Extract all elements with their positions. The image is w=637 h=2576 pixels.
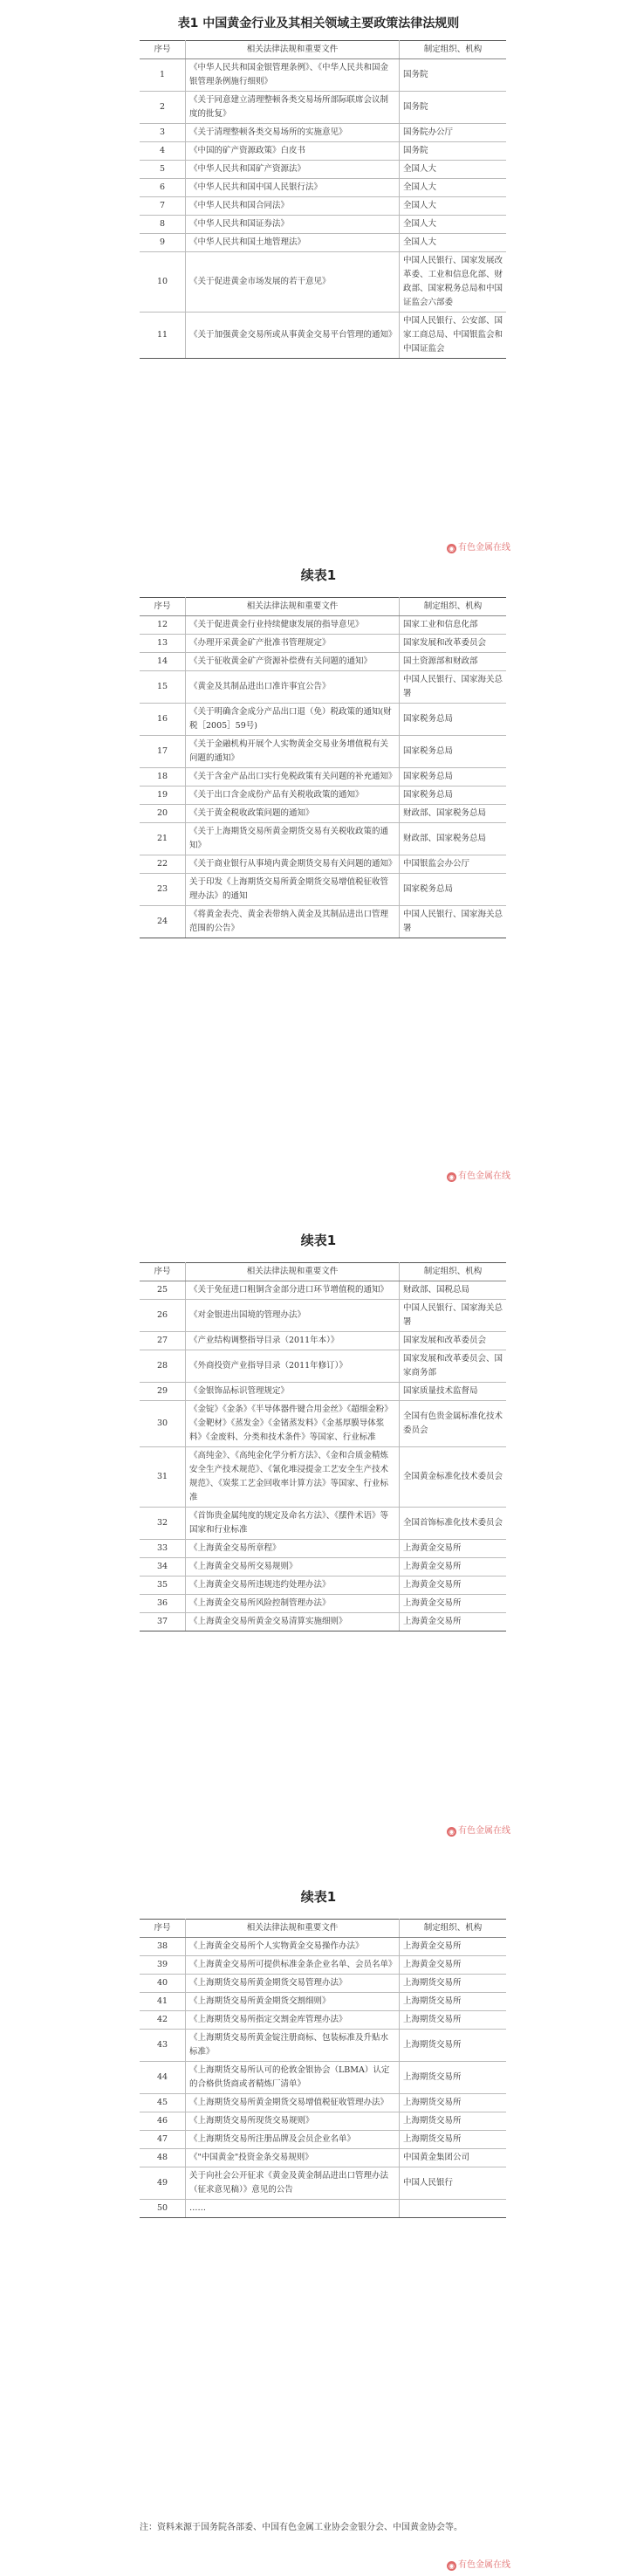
row-number: 7: [140, 197, 186, 216]
table-row: [140, 197, 506, 216]
row-number: 44: [140, 2062, 186, 2094]
table-row: [140, 252, 506, 313]
row-number: 16: [140, 704, 186, 736]
table-row: [140, 2131, 506, 2149]
document-cell: 《上海期货交易所黄金锭注册商标、包装标准及升贴水标准》: [186, 2030, 400, 2062]
organization-cell: 国家发展和改革委员会: [400, 635, 507, 653]
organization-cell: 国务院: [400, 59, 507, 92]
document-cell: 《上海黄金交易所交易规则》: [186, 1558, 400, 1577]
header-no: 序号: [140, 41, 186, 59]
table-header-row: [140, 1920, 506, 1938]
organization-cell: 国家发展和改革委员会、国家商务部: [400, 1350, 507, 1383]
table-row: [140, 1975, 506, 1993]
table-row: [140, 805, 506, 823]
row-number: 50: [140, 2200, 186, 2218]
table-row: [140, 1401, 506, 1447]
organization-cell: 中国人民银行、国家发展改革委、工业和信息化部、财政部、国家税务总局和中国证监会六部委: [400, 252, 507, 313]
document-cell: 《关于加强黄金交易所或从事黄金交易平台管理的通知》: [186, 313, 400, 359]
document-cell: 《"中国黄金"投资金条交易规则》: [186, 2149, 400, 2167]
row-number: 48: [140, 2149, 186, 2167]
organization-cell: 国务院办公厅: [400, 124, 507, 142]
document-cell: 《将黄金表壳、黄金表带纳入黄金及其制品进出口管理范围的公告》: [186, 906, 400, 938]
header-organization: 制定组织、机构: [400, 598, 507, 616]
table-row: [140, 1595, 506, 1613]
row-number: 5: [140, 161, 186, 179]
document-cell: ……: [186, 2200, 400, 2218]
watermark: [447, 1168, 510, 1182]
document-cell: 《金锭》《金条》《半导体器件键合用金丝》《超细金粉》《金靶材》《蒸发金》《金锗蒸发料》《金基厚膜导体浆料》《金废料、分类和技术条件》等国家、行业标准: [186, 1401, 400, 1447]
row-number: 32: [140, 1508, 186, 1540]
table-row: [140, 787, 506, 805]
table-row: [140, 653, 506, 671]
organization-cell: 上海期货交易所: [400, 2131, 507, 2149]
organization-cell: 全国人大: [400, 234, 507, 252]
document-cell: 《上海期货交易所黄金期货交易管理办法》: [186, 1975, 400, 1993]
row-number: 45: [140, 2094, 186, 2112]
organization-cell: 上海期货交易所: [400, 1975, 507, 1993]
organization-cell: 国家工业和信息化部: [400, 616, 507, 635]
row-number: 25: [140, 1281, 186, 1300]
organization-cell: 上海期货交易所: [400, 2094, 507, 2112]
row-number: 43: [140, 2030, 186, 2062]
row-number: 18: [140, 768, 186, 787]
row-number: 37: [140, 1613, 186, 1631]
table-body: [140, 616, 506, 938]
table-row: [140, 1558, 506, 1577]
watermark: [447, 539, 510, 553]
organization-cell: 上海黄金交易所: [400, 1577, 507, 1595]
row-number: 31: [140, 1447, 186, 1508]
table-row: [140, 2030, 506, 2062]
document-cell: 《上海黄金交易所黄金交易清算实施细则》: [186, 1613, 400, 1631]
organization-cell: 上海期货交易所: [400, 2062, 507, 2094]
logo-icon: ◉: [447, 2561, 456, 2571]
organization-cell: 中国人民银行、国家海关总署: [400, 671, 507, 704]
row-number: 40: [140, 1975, 186, 1993]
watermark-text: 有色金属在线: [458, 1171, 510, 1181]
document-cell: 《关于出口含金成份产品有关税收政策的通知》: [186, 787, 400, 805]
document-cell: 《上海黄金交易所可提供标准金条企业名单、会员名单》: [186, 1956, 400, 1975]
table-row: [140, 2062, 506, 2094]
organization-cell: 上海期货交易所: [400, 1993, 507, 2011]
table-row: [140, 2200, 506, 2218]
organization-cell: 国务院: [400, 142, 507, 161]
policy-table-part-3: [140, 1262, 506, 1631]
row-number: 15: [140, 671, 186, 704]
row-number: 39: [140, 1956, 186, 1975]
table-row: [140, 2167, 506, 2200]
organization-cell: 全国首饰标准化技术委员会: [400, 1508, 507, 1540]
table-row: [140, 671, 506, 704]
row-number: 27: [140, 1332, 186, 1350]
header-no: 序号: [140, 1263, 186, 1281]
organization-cell: 中国人民银行、国家海关总署: [400, 906, 507, 938]
organization-cell: 中国银监会办公厅: [400, 855, 507, 874]
row-number: 38: [140, 1938, 186, 1956]
organization-cell: [400, 2200, 507, 2218]
organization-cell: 上海黄金交易所: [400, 1938, 507, 1956]
table-row: [140, 1577, 506, 1595]
document-cell: 《关于清理整顿各类交易场所的实施意见》: [186, 124, 400, 142]
document-cell: 《上海期货交易所指定交割金库管理办法》: [186, 2011, 400, 2030]
document-cell: 《产业结构调整指导目录（2011年本）》: [186, 1332, 400, 1350]
table-row: [140, 635, 506, 653]
document-cell: 关于向社会公开征求《黄金及黄金制品进出口管理办法（征求意见稿）》意见的公告: [186, 2167, 400, 2200]
document-cell: 《关于上海期货交易所黄金期货交易有关税收政策的通知》: [186, 823, 400, 855]
row-number: 36: [140, 1595, 186, 1613]
table-row: [140, 1332, 506, 1350]
document-cell: 《金银饰品标识管理规定》: [186, 1383, 400, 1401]
row-number: 23: [140, 874, 186, 906]
organization-cell: 国家发展和改革委员会: [400, 1332, 507, 1350]
row-number: 49: [140, 2167, 186, 2200]
organization-cell: 中国人民银行: [400, 2167, 507, 2200]
header-document: 相关法律法规和重要文件: [186, 1920, 400, 1938]
table-title: 表1 中国黄金行业及其相关领域主要政策法律法规则: [177, 17, 460, 31]
table-row: [140, 142, 506, 161]
document-cell: 《上海期货交易所现货交易规则》: [186, 2112, 400, 2131]
organization-cell: 全国人大: [400, 179, 507, 197]
table-row: [140, 2094, 506, 2112]
document-cell: 《上海期货交易所注册品牌及会员企业名单》: [186, 2131, 400, 2149]
table-row: [140, 1938, 506, 1956]
table-row: [140, 1508, 506, 1540]
table-row: [140, 179, 506, 197]
header-organization: 制定组织、机构: [400, 41, 507, 59]
organization-cell: 中国人民银行、国家海关总署: [400, 1300, 507, 1332]
table-row: [140, 92, 506, 124]
document-cell: 《中华人民共和国合同法》: [186, 197, 400, 216]
document-cell: 《中华人民共和国矿产资源法》: [186, 161, 400, 179]
document-cell: 《首饰贵金属纯度的规定及命名方法》、《摆件术语》等国家和行业标准: [186, 1508, 400, 1540]
organization-cell: 国家税务总局: [400, 874, 507, 906]
document-cell: 关于印发《上海期货交易所黄金期货交易增值税征收管理办法》的通知: [186, 874, 400, 906]
organization-cell: 上海黄金交易所: [400, 1613, 507, 1631]
table-row: [140, 1540, 506, 1558]
table-row: [140, 616, 506, 635]
table-row: [140, 1300, 506, 1332]
table-header-row: [140, 1263, 506, 1281]
document-cell: 《关于金融机构开展个人实物黄金交易业务增值税有关问题的通知》: [186, 736, 400, 768]
document-cell: 《黄金及其制品进出口准许事宜公告》: [186, 671, 400, 704]
organization-cell: 中国人民银行、公安部、国家工商总局、中国银监会和中国证监会: [400, 313, 507, 359]
organization-cell: 上海黄金交易所: [400, 1595, 507, 1613]
document-cell: 《中华人民共和国中国人民银行法》: [186, 179, 400, 197]
document-cell: 《关于商业银行从事境内黄金期货交易有关问题的通知》: [186, 855, 400, 874]
organization-cell: 国家质量技术监督局: [400, 1383, 507, 1401]
header-no: 序号: [140, 598, 186, 616]
header-organization: 制定组织、机构: [400, 1920, 507, 1938]
row-number: 9: [140, 234, 186, 252]
organization-cell: 上海黄金交易所: [400, 1956, 507, 1975]
document-cell: 《办理开采黄金矿产批准书管理规定》: [186, 635, 400, 653]
table-row: [140, 1613, 506, 1631]
watermark-text: 有色金属在线: [458, 1826, 510, 1836]
row-number: 35: [140, 1577, 186, 1595]
document-cell: 《上海期货交易所黄金期货交割细则》: [186, 1993, 400, 2011]
document-cell: 《中国的矿产资源政策》白皮书: [186, 142, 400, 161]
row-number: 2: [140, 92, 186, 124]
logo-icon: ◉: [447, 1172, 456, 1182]
row-number: 8: [140, 216, 186, 234]
table-row: [140, 1383, 506, 1401]
organization-cell: 国务院: [400, 92, 507, 124]
row-number: 6: [140, 179, 186, 197]
footnote: 注：资料来源于国务院各部委、中国有色金属工业协会金银分会、中国黄金协会等。: [140, 2523, 462, 2532]
organization-cell: 国家税务总局: [400, 704, 507, 736]
table-row: [140, 1993, 506, 2011]
row-number: 30: [140, 1401, 186, 1447]
organization-cell: 全国人大: [400, 161, 507, 179]
document-cell: 《关于同意建立清理整顿各类交易场所部际联席会议制度的批复》: [186, 92, 400, 124]
watermark-text: 有色金属在线: [458, 543, 510, 553]
row-number: 13: [140, 635, 186, 653]
row-number: 11: [140, 313, 186, 359]
row-number: 17: [140, 736, 186, 768]
organization-cell: 国家税务总局: [400, 787, 507, 805]
watermark: [447, 1823, 510, 1837]
document-cell: 《关于免征进口粗铜含金部分进口环节增值税的通知》: [186, 1281, 400, 1300]
row-number: 46: [140, 2112, 186, 2131]
organization-cell: 中国黄金集团公司: [400, 2149, 507, 2167]
table-row: [140, 2112, 506, 2131]
organization-cell: 全国有色贵金属标准化技术委员会: [400, 1401, 507, 1447]
row-number: 14: [140, 653, 186, 671]
table-body: [140, 1281, 506, 1631]
document-cell: 《上海黄金交易所违规违约处理办法》: [186, 1577, 400, 1595]
header-document: 相关法律法规和重要文件: [186, 598, 400, 616]
table-body: [140, 1938, 506, 2218]
document-cell: 《上海期货交易所黄金期货交易增值税征收管理办法》: [186, 2094, 400, 2112]
policy-table-part-1: [140, 40, 506, 359]
table-row: [140, 1281, 506, 1300]
document-cell: 《上海黄金交易所个人实物黄金交易操作办法》: [186, 1938, 400, 1956]
table-row: [140, 59, 506, 92]
organization-cell: 财政部、国税总局: [400, 1281, 507, 1300]
header-no: 序号: [140, 1920, 186, 1938]
table-header-row: [140, 41, 506, 59]
table-row: [140, 1350, 506, 1383]
organization-cell: 全国黄金标准化技术委员会: [400, 1447, 507, 1508]
table-row: [140, 234, 506, 252]
table-header-row: [140, 598, 506, 616]
table-row: [140, 161, 506, 179]
table-row: [140, 704, 506, 736]
row-number: 28: [140, 1350, 186, 1383]
document-cell: 《关于促进黄金市场发展的若干意见》: [186, 252, 400, 313]
table-row: [140, 874, 506, 906]
document-cell: 《上海黄金交易所章程》: [186, 1540, 400, 1558]
organization-cell: 上海黄金交易所: [400, 1540, 507, 1558]
organization-cell: 财政部、国家税务总局: [400, 823, 507, 855]
row-number: 47: [140, 2131, 186, 2149]
document-cell: 《关于黄金税收政策问题的通知》: [186, 805, 400, 823]
continued-title: 续表1: [300, 1889, 337, 1905]
row-number: 24: [140, 906, 186, 938]
document-cell: 《中华人民共和国土地管理法》: [186, 234, 400, 252]
table-row: [140, 216, 506, 234]
document-cell: 《关于促进黄金行业持续健康发展的指导意见》: [186, 616, 400, 635]
table-row: [140, 823, 506, 855]
row-number: 33: [140, 1540, 186, 1558]
continued-title: 续表1: [300, 567, 337, 583]
table-row: [140, 1956, 506, 1975]
document-cell: 《上海期货交易所认可的伦敦金银协会（LBMA）认定的合格供货商或者精炼厂清单》: [186, 2062, 400, 2094]
row-number: 4: [140, 142, 186, 161]
table-body: [140, 59, 506, 359]
document-cell: 《关于征收黄金矿产资源补偿费有关问题的通知》: [186, 653, 400, 671]
logo-icon: ◉: [447, 1827, 456, 1837]
table-row: [140, 855, 506, 874]
document-cell: 《外商投资产业指导目录（2011年修订）》: [186, 1350, 400, 1383]
row-number: 26: [140, 1300, 186, 1332]
organization-cell: 全国人大: [400, 216, 507, 234]
document-cell: 《对金银进出国境的管理办法》: [186, 1300, 400, 1332]
continued-title: 续表1: [300, 1233, 337, 1248]
organization-cell: 财政部、国家税务总局: [400, 805, 507, 823]
row-number: 3: [140, 124, 186, 142]
document-cell: 《中华人民共和国金银管理条例》、《中华人民共和国金银管理条例施行细则》: [186, 59, 400, 92]
organization-cell: 上海期货交易所: [400, 2030, 507, 2062]
document-cell: 《关于明确含金成分产品出口退（免）税政策的通知(财税［2005］59号): [186, 704, 400, 736]
table-row: [140, 2149, 506, 2167]
organization-cell: 上海期货交易所: [400, 2112, 507, 2131]
table-row: [140, 124, 506, 142]
header-organization: 制定组织、机构: [400, 1263, 507, 1281]
row-number: 19: [140, 787, 186, 805]
row-number: 22: [140, 855, 186, 874]
header-document: 相关法律法规和重要文件: [186, 41, 400, 59]
document-cell: 《高纯金》、《高纯金化学分析方法》、《金和合质金精炼安全生产技术规范》、《氰化堆浸提金工艺安全生产技术规范》、《炭浆工艺金回收率计算方法》等国家、行业标准: [186, 1447, 400, 1508]
organization-cell: 国家税务总局: [400, 736, 507, 768]
table-row: [140, 1447, 506, 1508]
document-cell: 《中华人民共和国证券法》: [186, 216, 400, 234]
organization-cell: 全国人大: [400, 197, 507, 216]
header-document: 相关法律法规和重要文件: [186, 1263, 400, 1281]
table-row: [140, 2011, 506, 2030]
table-row: [140, 768, 506, 787]
row-number: 34: [140, 1558, 186, 1577]
table-row: [140, 736, 506, 768]
policy-table-part-2: [140, 597, 506, 938]
logo-icon: ◉: [447, 544, 456, 553]
document-cell: 《上海黄金交易所风险控制管理办法》: [186, 1595, 400, 1613]
organization-cell: 上海黄金交易所: [400, 1558, 507, 1577]
row-number: 20: [140, 805, 186, 823]
organization-cell: 上海期货交易所: [400, 2011, 507, 2030]
watermark-text: 有色金属在线: [458, 2560, 510, 2570]
row-number: 21: [140, 823, 186, 855]
organization-cell: 国家税务总局: [400, 768, 507, 787]
watermark: [447, 2557, 510, 2571]
document-cell: 《关于含金产品出口实行免税政策有关问题的补充通知》: [186, 768, 400, 787]
row-number: 41: [140, 1993, 186, 2011]
table-row: [140, 906, 506, 938]
table-row: [140, 313, 506, 359]
row-number: 1: [140, 59, 186, 92]
row-number: 42: [140, 2011, 186, 2030]
row-number: 29: [140, 1383, 186, 1401]
row-number: 12: [140, 616, 186, 635]
organization-cell: 国土资源部和财政部: [400, 653, 507, 671]
row-number: 10: [140, 252, 186, 313]
policy-table-part-4: [140, 1919, 506, 2218]
